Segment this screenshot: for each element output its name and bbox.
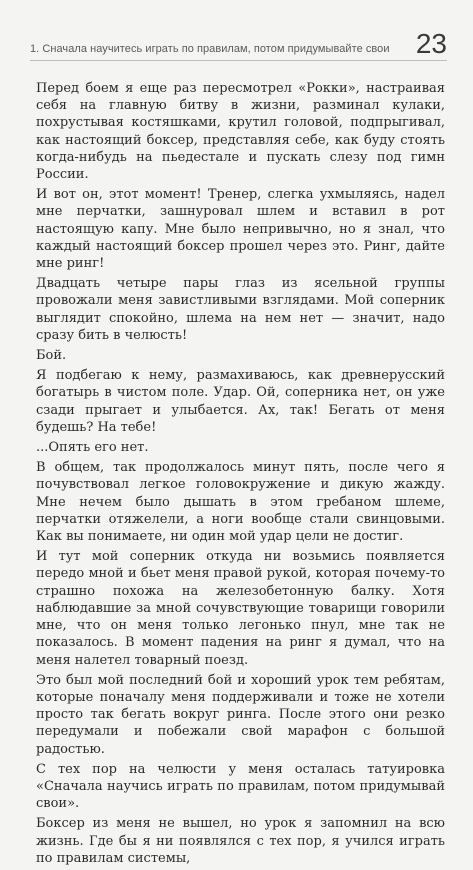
paragraph: Боксер из меня не вышел, но урок я запомнил на всю жизнь. Где бы я ни появлялся с тех пор, я учился играть по правилам системы, — [36, 816, 445, 866]
paragraph: Бой. — [36, 348, 67, 364]
header-title: 1. Сначала научитесь играть по правилам, потом придумывайте свои — [30, 43, 390, 55]
paragraph: Я подбегаю к нему, размахиваюсь, как древнерусский богатырь в чистом поле. Удар. Ой, соперника нет, он уже сзади прыгает и улыбается. Ах, так! Бегать от меня будешь? На тебе! — [36, 368, 445, 435]
paragraph: И вот он, этот момент! Тренер, слегка ухмыляясь, надел мне перчатки, зашнуровал шлем и вставил в рот настоящую капу. Мне было непривычно, но я знал, что каждый настоящий боксер прошел через это. Ринг, дайте мне ринг! — [36, 187, 445, 272]
running-header — [30, 28, 447, 61]
paragraph: И тут мой соперник откуда ни возьмись появляется передо мной и бьет меня правой рукой, которая почему-то страшно похожа на железобетонную балку. Хотя наблюдавшие за мной сочувствующие товарищи говорили мне, что он меня только легонько пнул, мне так не показалось. В момент падения на ринг я думал, что на меня налетел товарный поезд. — [36, 549, 445, 668]
paragraph: Перед боем я еще раз пересмотрел «Рокки», настраивая себя на главную битву в жизни, разминал кулаки, похрустывая костяшками, крутил головой, подпрыгивал, как настоящий боксер, представляя себе, как буду стоять когда-нибудь на пьедестале и пускать слезу под гимн России. — [36, 81, 445, 183]
paragraph: Это был мой последний бой и хороший урок тем ребятам, которые поначалу меня поддерживали и тоже не хотели просто так бегать вокруг ринга. После этого они резко передумали и побежали свой марафон с большой радостью. — [36, 672, 445, 757]
page-number: 23 — [415, 28, 447, 59]
paragraph: В общем, так продолжалось минут пять, после чего я почувствовал легкое головокружение и дикую жажду. Мне нечем было дышать в этом гребаном шлеме, перчатки отяжелели, а ноги вообще стали свинцовыми. Как вы понимаете, ни один мой удар цели не достиг. — [36, 460, 445, 545]
paragraph: С тех пор на челюсти у меня осталась татуировка «Сначала научись играть по правилам, потом придумывай свои». — [36, 761, 445, 812]
paragraph: ...Опять его нет. — [36, 440, 149, 456]
paragraph: Двадцать четыре пары глаз из ясельной группы провожали меня завистливыми взглядами. Мой соперник выглядит спокойно, шлема на нем нет — значит, надо сразу бить в челюсть! — [36, 276, 445, 343]
body-text — [36, 80, 445, 870]
